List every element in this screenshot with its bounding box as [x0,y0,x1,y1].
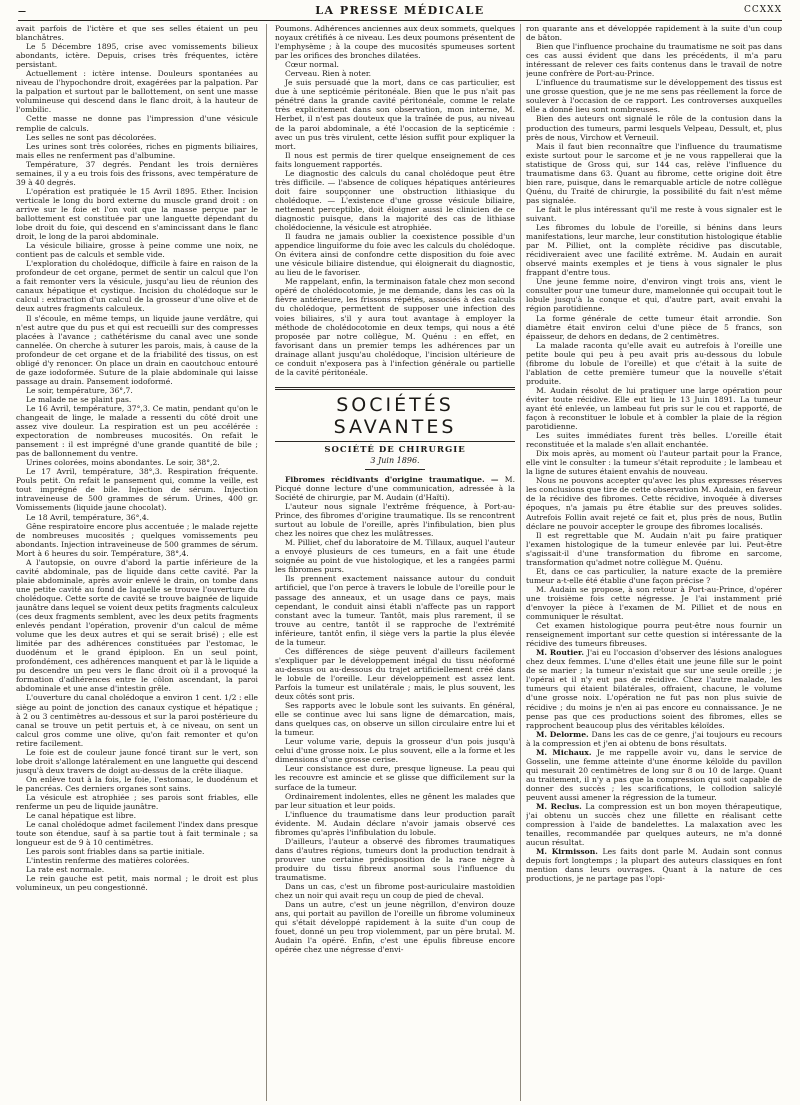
paragraph: Actuellement : ictère intense. Douleurs spontanées au niveau de l'hypochondre droit, exagérées par la palpation. Par la palpation et surtout par le ballottement, on sent une masse volumineuse qui descend dans le flanc droit, à la hauteur de l'ombilic. [16,69,258,115]
article-continuation [275,24,515,377]
paragraph: Le rein gauche est petit, mais normal ; le droit est plus volumineux, un peu congestionné. [16,874,258,893]
paragraph [526,847,782,883]
paragraph-lead: M. Kirmisson. [536,847,603,857]
paragraph: Il faudra ne jamais oublier la coexistence possible d'un appendice linguiforme du foie avec les calculs du cholédoque. On évitera ainsi de confondre cette disposition du foie avec une vésicule biliaire distendue, qui éloignerait du diagnostic, au lieu de le favoriser. [275,232,515,278]
paragraph: Il s'écoule, en même temps, un liquide jaune verdâtre, qui n'est autre que du pus et qui est recueilli sur des compresses placées à l'avance ; cathétérisme du canal avec une sonde cannelée. On cherche à suturer les parois, mais, à cause de la profondeur de cet organe et de la friabilité des tissus, on est obligé d'y renoncer. On place un drain en caoutchouc entouré de gaze iodoformée. Suture de la plaie abdominale qui laisse passage au drain. Pansement iodoformé. [16,313,258,386]
paragraph-text: La forme générale de cette tumeur était arrondie. Son diamètre était environ celui d'une pièce de 5 francs, son épaisseur, de dehors en dedans, de 2 centimètres. [526,313,782,341]
paragraph-text: M. Audain résolut de lui pratiquer une large opération pour éviter toute récidive. Elle eut lieu le 13 Juin 1891. La tumeur ayant été enlevée, un lambeau fut pris sur le cou et rapporté, de façon à reconstituer le lobule et à combler la plaie de la région parotidienne. [526,385,782,432]
paragraph-text: Ses rapports avec le lobule sont les suivants. En général, elle se continue avec lui sans ligne de démarcation, mais, dans quelques cas, on observe un sillon circulaire entre lui et la tumeur. [275,701,515,738]
paragraph-text: Ces différences de siège peuvent d'ailleurs facilement s'expliquer par le développement inégal du tissu néoformé au-dessus ou au-dessous du trajet artificiellement créé dans le lobule de l'oreille. Leur développement est assez lent. Parfois la tumeur est unilatérale ; mais, le plus souvent, les deux côtés sont pris. [275,646,515,702]
paragraph: Le 16 Avril, température, 37°,3. Ce matin, pendant qu'on le changeait de linge, le malade a ressenti du côté droit une assez vive douleur. La respiration est un peu accélérée : expectoration de nombreuses mucosités. On refait le pansement : il est imprégné d'une grande quantité de bile ; pas de ballonnement du ventre. [16,403,258,459]
paragraph [526,24,782,42]
paragraph: Je suis persuadé que la mort, dans ce cas particulier, est due à une septicémie péritonéale. Bien que le pus n'ait pas pénétré dans la grande cavité péritonéale, comme le relate très explicitement dans son observation, mon interne, M. Herbet, il n'est pas douteux que la traînée de pus, au niveau de la paroi abdominale, a été l'occasion de la septicémie : avec un pus très virulent, cette lésion suffit pour expliquer la mort. [275,78,515,151]
paragraph: Le 18 Avril, température, 36°,4. [26,512,150,522]
paragraph [526,802,782,847]
paragraph: A l'autopsie, on ouvre d'abord la partie inférieure de la cavité abdominale, pas de liquide dans cette cavité. Par la plaie abdominale, après avoir enlevé le drain, on tombe dans une petite cavité au fond de laquelle se trouve l'ouverture du cholédoque. Cette sorte de cavité se trouve baignée de liquide jaunâtre dans lequel se voient deux petits fragments calculeux (ces deux fragments semblent, avec les deux petits fragments enlevés pendant l'opération, provenir d'un calcul de même volume que les deux autres et qui se serait brisé) ; elle est limitée par des adhérences constituées par l'estomac, le duodénum et le grand épiploon. En un seul point, profondément, ces adhérences manquent et par là le liquide a pu descendre un peu vers le flanc droit où il a provoqué la formation d'adhérences entre le côlon ascendant, la paroi abdominale et une anse d'intestin grêle. [16,557,258,694]
paragraph: La vésicule est atrophiée ; ses parois sont friables, elle renferme un peu de liquide jaunâtre. [16,792,258,812]
paragraph [526,386,782,431]
separator-rule [365,469,425,470]
paragraph: Le diagnostic des calculs du canal cholédoque peut être très difficile. — l'absence de coliques hépatiques antérieures doit faire soupçonner une obstruction lithiasique du cholédoque. — L'existence d'une grosse vésicule biliaire, nettement perceptible, doit éloigner aussi le clinicien de ce diagnostic puisque, dans la majorité des cas de lithiase cholédocienne, la vésicule est atrophiée. [275,168,515,233]
paragraph [526,431,782,449]
column-divider [266,24,267,1101]
paragraph: Me rappelant, enfin, la terminaison fatale chez mon second opéré de cholédocotomie, je me demande, dans les cas où la fièvre antérieure, les frissons répétés, associés à des calculs du cholédoque, permettent de supposer une infection des voies biliaires, s'il y aura tout avantage à employer la méthode de cholédocotomie en deux temps, qui nous a été proposée par notre collègue, M. Quénu : en effet, en favorisant dans un premier temps les adhérences par un drainage allant jusqu'au cholédoque, l'incision ultérieure de ce conduit n'exposera pas à l'infection générale ou partielle de la cavité péritonéale. [275,277,515,377]
header-rule [18,20,782,21]
paragraph: Le canal cholédoque admet facilement l'index dans presque toute son étendue, sauf à sa partie tout à fait terminale ; sa longueur est de 9 à 10 centimètres. [16,820,258,848]
paragraph [526,621,782,648]
paragraph-lead: M. Michaux. [536,747,597,757]
paragraph-text: Les fibromes du lobule de l'oreille, si bénins dans leurs manifestations, leur marche, leur constitution histologique établie par M. Pilliet, ont la complète récidive pas discutable, récidiveraient avec une facilité extrême. M. Audain en aurait observé maints exemples et je tiens à vous signaler le plus frappant d'entre tous. [526,223,782,278]
paragraph [526,449,782,476]
paragraph [275,882,515,900]
paragraph: L'ouverture du canal cholédoque a environ 1 cent. 1/2 : elle siège au point de jonction des canaux cystique et hépatique ; à 2 ou 3 centimètres au-dessous et sur la paroi postérieure du canal se trouve un petit pertuis et, à ce niveau, on sent un calcul gros comme une olive, qu'on fait remonter et qu'on retire facilement. [16,693,258,748]
paragraph-text: L'influence du traumatisme sur le développement des tissus est une grosse question, que je ne me sens pas réellement la force de soulever à l'occasion de ce rapport. Les controverses auxquelles elle a donné lieu sont nombreuses. [526,78,782,115]
paragraph-text: M. Pilliet, chef du laboratoire de M. Tillaux, auquel l'auteur a envoyé plusieurs de ces tumeurs, en a fait une étude soignée au point de vue histologique, et les a rangées parmi les fibromes purs. [275,538,515,575]
paragraph [526,42,782,78]
paragraph-text: Mais il faut bien reconnaître que l'influence du traumatisme existe surtout pour le sarcome et je ne vous rappellerai que la statistique de Gross qui, sur 144 cas, relève l'influence du traumatisme dans 63. Quant au fibrome, cette origine doit être bien rare, puisque, dans le remarquable article de notre collègue Quénu, du Traité de chirurgie, la possibilité du fait n'est même pas signalée. [526,141,782,205]
paragraph [275,475,515,502]
paragraph-text: Les faits dont parle M. Audain sont connus depuis fort longtemps ; la plupart des auteurs classiques en font mention dans leurs ouvrages. Quant à la nature de ces productions, je ne partage pas l'opi- [526,847,782,884]
paragraph-lead: Fibromes récidivants d'origine traumatique. — [285,474,505,484]
paragraph: La vésicule biliaire, grosse à peine comme une noix, ne contient pas de calculs et semble vide. [16,241,258,260]
paragraph [526,142,782,205]
paragraph [526,567,782,585]
paragraph [526,585,782,621]
paragraph-text: Il est regrettable que M. Audain n'ait pu faire pratiquer l'examen histologique de la tumeur enlevée par lui. Peut-être s'agissait-il d'une transformation du fibrome en sarcome, transformation qu'admet notre collègue M. Quénu. [526,530,782,567]
paragraph-text: Leur consistance est dure, presque ligneuse. La peau qui les recouvre est amincie et se glisse que difficilement sur la surface de la tumeur. [275,764,515,792]
paragraph-text: Cet examen histologique pourra peut-être nous fournir un renseignement important sur cette question si intéressante de la récidive des tumeurs fibreuses. [526,621,782,649]
paragraph [275,574,515,646]
paragraph-text: Je me rappelle avoir vu, dans le service de Gosselin, une femme atteinte d'une énorme kéloïde du pavillon qui mesurait 20 centimètres de long sur 8 ou 10 de large. Quant au traitement, il n'y a pas que la compression qui soit capable de donner des succès ; les scarifications, le collodion salicylé peuvent aussi amener la régression de la tumeur. [526,747,782,802]
paragraph-text: Bien que l'influence prochaine du traumatisme ne soit pas dans ces cas aussi évident que dans les précédents, il m'a paru intéressant de relever ces faits contenus dans le travail de notre jeune confrère de Port-au-Prince. [526,42,782,79]
paragraph: Les urines sont très colorées, riches en pigments biliaires, mais elles ne renferment pas d'albumine. [16,141,258,160]
paragraph: L'exploration du cholédoque, difficile à faire en raison de la profondeur de cet organe, permet de sentir un calcul que l'on a fait remonter vers la vésicule, jusqu'au lieu de réunion des canaux hépatique et cystique. Incision du cholédoque sur le calcul : extraction d'un calcul de la grosseur d'une olive et de deux autres fragments calculeux. [16,259,258,314]
paragraph [526,748,782,802]
paragraph: Les selles ne sont pas décolorées. [26,132,157,142]
paragraph: Le canal hépatique est libre. [26,811,137,821]
paragraph-text: Dans un autre, c'est un jeune nègrillon, d'environ douze ans, qui portait au pavillon de l'oreille un fibrome volumineux qui s'était développé rapidement à la suite d'un coup de fouet, donné un peu trop violemment, par un père brutal. M. Audain l'a opéré. Enfin, c'est une épulis fibreuse encore opérée chez une négresse d'envi- [275,900,515,955]
paragraph [275,647,515,701]
paragraph: Urines colorées, moins abondantes. Le soir, 38°,2. [26,458,220,468]
paragraph-text: L'auteur nous signale l'extrême fréquence, à Port-au-Prince, des fibromes d'origine traumatique. Ils se rencontrent surtout au lobule de l'oreille, après l'infibulation, bien plus chez les noires que chez les mulâtresses. [275,502,515,539]
paragraph: Cerveau. Rien à noter. [285,69,372,79]
paragraph [275,502,515,538]
paragraph [526,78,782,114]
paragraph [275,737,515,764]
paragraph-text: Leur volume varie, depuis la grosseur d'un pois jusqu'à celui d'une grosse noix. Le plus souvent, elle a la forme et les dimensions d'une grosse cerise. [275,737,515,765]
paragraph [526,223,782,277]
paragraph-text: Nous ne pouvons accepter qu'avec les plus expresses réserves les conclusions que tire de cette observation M. Audain, en faveur de la récidive des fibromes. Cette récidive, invoquée à diverses époques, n'a jamais pu être établie sur des preuves solides. Autrefois Follin avait rejeté ce fait et, plus près de nous, Butlin déclare ne pouvoir accepter le groupe des fibromes localisés. [526,476,782,531]
paragraph: L'intestin renferme des matières colorées. [26,856,190,866]
paragraph-text: La compression est un bon moyen thérapeutique, j'ai obtenu un succès chez une fillette en réalisant cette compression à l'aide de bandelettes. La malaxation avec les tenailles, recommandée par quelques auteurs, ne m'a donné aucun résultat. [526,802,782,848]
paragraph [526,114,782,141]
journal-title: LA PRESSE MÉDICALE [315,4,485,17]
paragraph: Température, 37 degrés. Pendant les trois dernières semaines, il y a eu trois fois des frissons, avec température de 39 à 40 degrés. [16,159,258,187]
paragraph: Il nous est permis de tirer quelque enseignement de ces faits longuement rapportés. [275,150,515,169]
paragraph-text: M. Picqué donne lecture d'une communication, adressée à la Société de chirurgie, par M. Audain (d'Haïti). [275,474,515,503]
paragraph [275,701,515,737]
paragraph: Les parois sont friables dans sa partie initiale. [26,847,205,857]
paragraph [526,531,782,567]
society-name: SOCIÉTÉ DE CHIRURGIE [324,444,466,455]
paragraph-text: Dans les cas de ce genre, j'ai toujours eu recours à la compression et j'en ai obtenu de bons résultats. [526,729,782,748]
paragraph-text: Ils prennent exactement naissance autour du conduit artificiel, que l'on perce à travers le lobule de l'oreille pour le passage des anneaux, et un usage dans ce pays, mais cependant, le conduit ainsi établi n'affecte pas un rapport constant avec la tumeur. Tantôt, mais plus rarement, il se trouve au centre, tantôt il se rapproche de l'extrémité inférieure, tantôt enfin, il siège vers la partie la plus élevée de la tumeur. [275,574,515,647]
paragraph-lead: M. Routier. [536,648,587,658]
paragraph: Le 5 Décembre 1895, crise avec vomissements bilieux abondants, ictère. Depuis, crises très fréquentes, ictère persistant. [16,42,258,70]
paragraph-text: La malade raconta qu'elle avait eu autrefois à l'oreille une petite boule qui peu à peu avait pris au-dessous du lobule (fibrome du lobule de l'oreille) et que c'était à la suite de l'ablation de cette première tumeur que la nouvelle s'était produite. [526,340,782,386]
paragraph: avait parfois de l'ictère et que ses selles étaient un peu blanchâtres. [16,24,258,43]
paragraph-text: Le fait le plus intéressant qu'il me reste à vous signaler est le suivant. [526,204,782,223]
paragraph [275,792,515,810]
paragraph-text: ron quarante ans et développée rapidement à la suite d'un coup de bâton. [526,24,782,43]
paragraph-text: M. Audain se propose, à son retour à Port-au-Prince, d'opérer une troisième fois cette négresse. Je l'ai instamment prié d'envoyer la pièce à l'examen de M. Pilliet et de nous en communiquer le résultat. [526,584,782,622]
paragraph: Le malade ne se plaint pas. [26,394,132,404]
section-title: SOCIÉTÉS SAVANTES [333,393,457,438]
society-report [275,475,515,954]
paragraph [526,341,782,386]
session-date: 3 Juin 1896. [370,455,420,465]
paragraph-text: J'ai eu l'occasion d'observer des lésions analogues chez deux femmes. L'une d'elles était une jeune fille sur le point de se marier ; la tumeur n'existait que sur une seule oreille ; je l'opérai et il n'y eut pas de récidive. Chez l'autre malade, les tumeurs qui étaient bilatérales, offraient, chacune, le volume d'une grosse noix. L'opération ne fut pas non plus suivie de récidive ; du moins je n'en ai pas encore eu connaissance. Je ne pense pas que ces productions soient des fibromes, elles se rapprochent beaucoup plus des véritables kéloïdes. [526,648,782,730]
paragraph: La rate est normale. [26,865,105,875]
paragraph-text: Et, dans ce cas particulier, la nature exacte de la première tumeur a-t-elle été établie d'une façon précise ? [526,566,782,585]
paragraph-lead: M. Delorme. [536,729,592,739]
paragraph-text: Une jeune femme noire, d'environ vingt trois ans, vient le consulter pour une tumeur dure, mamelonnée qui occupait tout le lobule jusqu'à la conque et qui, d'autre part, avait envahi la région parotidienne. [526,277,782,314]
paragraph-text: Les suites immédiates furent très belles. L'oreille était reconstituée et la malade s'en allait enchantée. [526,431,782,450]
paragraph [526,205,782,223]
paragraph: Cette masse ne donne pas l'impression d'une vésicule remplie de calculs. [16,114,258,133]
page-number: CCXXX [744,5,782,15]
paragraph-text: Ordinairement indolentes, elles ne gênent les malades que par leur situation et leur poids. [275,791,515,810]
paragraph [526,730,782,748]
paragraph [275,538,515,574]
paragraph-text: L'influence du traumatisme dans leur production paraît évidente. M. Audain déclare n'avoir jamais observé ces fibromes qu'après l'infibulation du lobule. [275,809,515,837]
header-left-mark: — [18,6,26,16]
paragraph-lead: M. Reclus. [536,802,586,812]
column-divider [520,24,521,1101]
paragraph: Gêne respiratoire encore plus accentuée ; le malade rejette de nombreuses mucosités ; quelques vomissements peu abondants. Injection intraveineuse de 500 grammes de sérum. Mort à 6 heures du soir. Température, 38°,4. [16,521,258,558]
paragraph-text: Dans un cas, c'est un fibrome post-auriculaire mastoïdien chez un noir qui avait reçu un coup de pied de cheval. [275,882,515,901]
paragraph-text: Dix mois après, au moment où l'auteur partait pour la France, elle vint le consulter : la tumeur s'était reproduite ; le lambeau et la ligne de sutures étaient envahis de nouveau. [526,449,782,477]
paragraph [275,900,515,954]
paragraph [526,476,782,530]
paragraph: On enlève tout à la fois, le foie, l'estomac, le duodénum et le pancréas. Ces derniers organes sont sains. [16,774,258,793]
paragraph-text: Bien des auteurs ont signalé le rôle de la contusion dans la production des tumeurs, parmi lesquels Velpeau, Dessult, et, plus près de nous, Virchow et Verneuil. [526,114,782,142]
paragraph: Le 17 Avril, température, 38°,3. Respiration fréquente. Pouls petit. On refait le pansement qui, comme la veille, est tout imprégné de bile. Injection de sérum. Injection intraveineuse de 500 grammes de sérum. Urines, 400 gr. Vomissements (liquide jaune chocolat). [16,467,258,513]
column-right [526,24,782,1102]
paragraph: L'opération est pratiquée le 15 Avril 1895. Ether. Incision verticale le long du bord externe du muscle grand droit : on arrive sur le foie et l'on voit que la masse perçue par le ballottement est constituée par une languette dépendant du lobe droit du foie, qui descend en s'amincissant dans le flanc droit, le long de la paroi abdominale. [16,186,258,242]
paragraph: Le foie est de couleur jaune foncé tirant sur le vert, son lobe droit s'allonge latéralement en une languette qui descend jusqu'à deux travers de doigt au-dessus de la crête iliaque. [16,747,258,775]
paragraph [526,314,782,341]
paragraph [526,648,782,729]
paragraph [275,810,515,837]
paragraph-text: D'ailleurs, l'auteur a observé des fibromes traumatiques dans d'autres régions, tumeurs dont la production tendrait à prouver une certaine prédisposition de la race nègre à produire du tissu fibreux anormal sous l'influence du traumatisme. [275,836,515,882]
paragraph: Poumons. Adhérences anciennes aux deux sommets, quelques noyaux crétifiés à ce niveau. Les deux poumons présentent de l'emphysème ; à la coupe des mucosités spumeuses sortent par les orifices des bronches dilatées. [275,24,515,61]
column-left [16,24,258,1102]
paragraph: Cœur normal. [285,60,339,70]
column-middle [275,24,515,1102]
paragraph [275,764,515,791]
paragraph: Le soir, température, 36°,7. [26,385,133,395]
section-banner [275,387,515,442]
paragraph [526,277,782,313]
paragraph [275,837,515,882]
